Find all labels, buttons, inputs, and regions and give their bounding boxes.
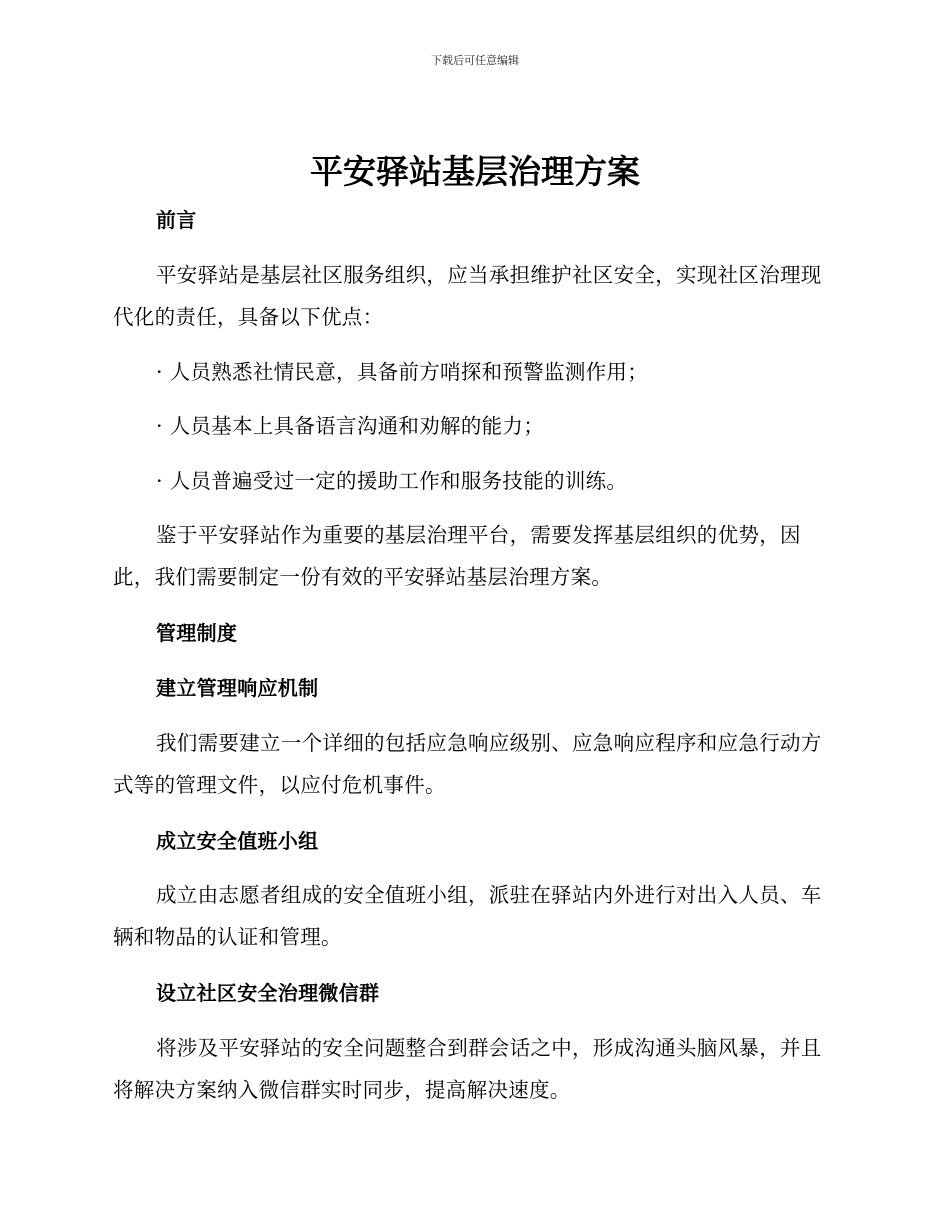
subsection-paragraph-wechat: 将涉及平安驿站的安全问题整合到群会话之中，形成沟通头脑风暴，并且将解决方案纳入微信群实时同步，提高解决速度。: [113, 1036, 822, 1102]
document-title: 平安驿站基层治理方案: [310, 152, 640, 191]
header-note: 下载后可任意编辑: [431, 54, 519, 67]
subsection-heading-response: 建立管理响应机制: [156, 676, 319, 700]
bullet-item-1: · 人员熟悉社情民意，具备前方哨探和预警监测作用；: [156, 360, 649, 384]
subsection-paragraph-response: 我们需要建立一个详细的包括应急响应级别、应急响应程序和应急行动方式等的管理文件，以应付危机事件。: [113, 731, 822, 797]
intro-paragraph: 平安驿站是基层社区服务组织，应当承担维护社区安全，实现社区治理现代化的责任，具备以下优点：: [113, 263, 822, 329]
preface-heading: 前言: [156, 208, 197, 232]
management-heading: 管理制度: [156, 621, 238, 645]
bullet-item-2: · 人员基本上具备语言沟通和劝解的能力；: [156, 414, 545, 438]
subsection-paragraph-duty: 成立由志愿者组成的安全值班小组，派驻在驿站内外进行对出入人员、车辆和物品的认证和管理。: [113, 883, 822, 949]
conclusion-paragraph: 鉴于平安驿站作为重要的基层治理平台，需要发挥基层组织的优势，因此，我们需要制定一份有效的平安驿站基层治理方案。: [113, 523, 801, 589]
subsection-heading-duty: 成立安全值班小组: [156, 829, 319, 853]
subsection-heading-wechat: 设立社区安全治理微信群: [156, 981, 380, 1005]
bullet-item-3: · 人员普遍受过一定的援助工作和服务技能的训练。: [156, 469, 628, 493]
